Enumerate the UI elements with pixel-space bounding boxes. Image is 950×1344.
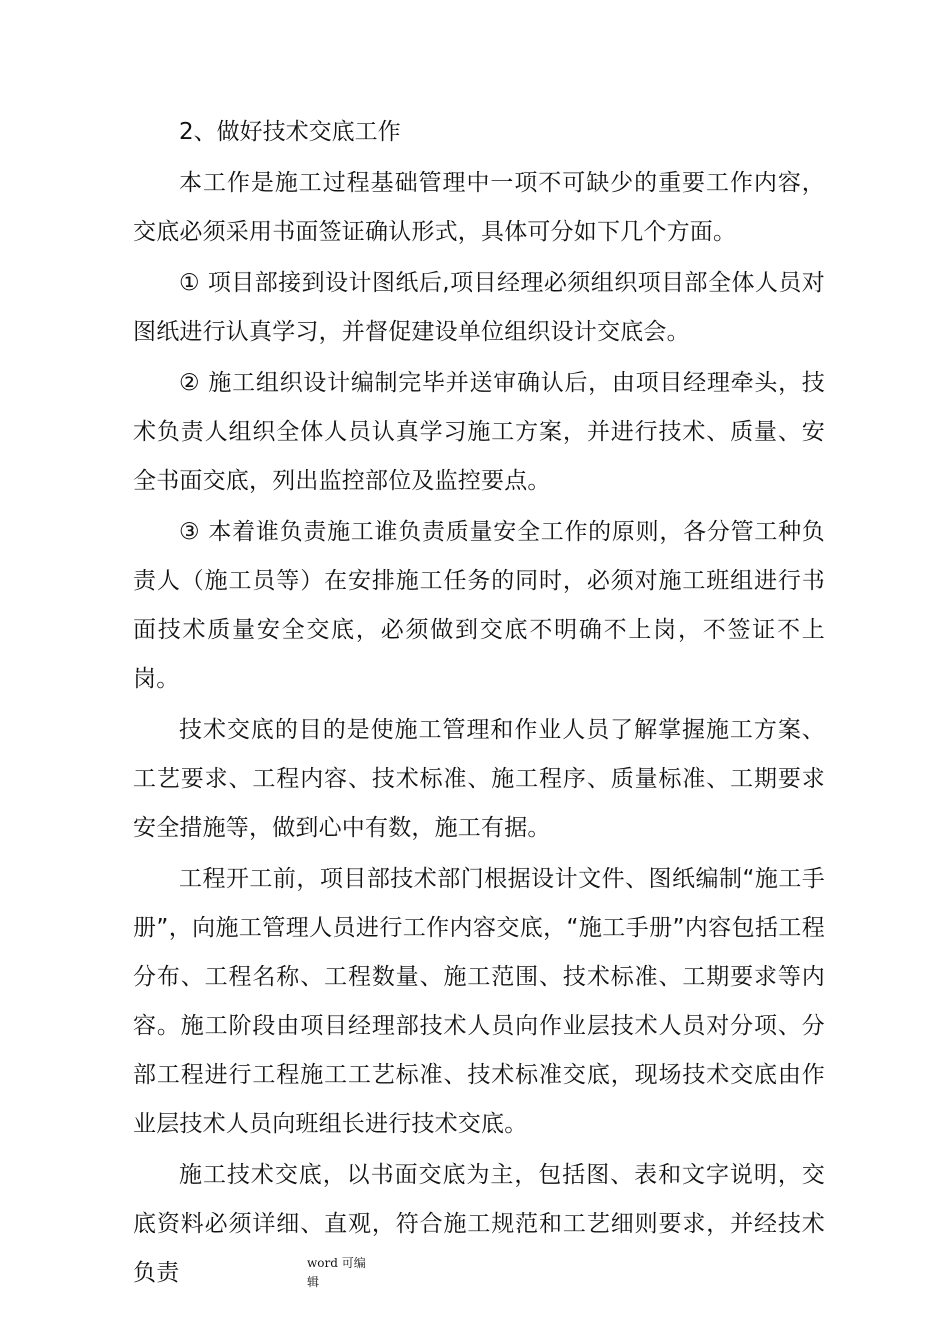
paragraph-item-1: ① 项目部接到设计图纸后,项目经理必须组织项目部全体人员对图纸进行认真学习，并督促建设单位组织设计交底会。 [133, 270, 825, 345]
section-heading: 2、做好技术交底工作 [179, 119, 401, 145]
footer-note: word 可编辑 [307, 1256, 366, 1289]
document-body [133, 108, 825, 1300]
paragraph-item-2: ② 施工组织设计编制完毕并送审确认后，由项目经理牵头，技术负责人组织全体人员认真学习施工方案，并进行技术、质量、安全书面交底，列出监控部位及监控要点。 [133, 370, 825, 494]
paragraph-manual: 工程开工前，项目部技术部门根据设计文件、图纸编制“施工手册”，向施工管理人员进行工作内容交底，“施工手册”内容包括工程分布、工程名称、工程数量、施工范围、技术标准、工期要求等内容。施工阶段由项目经理部技术人员向作业层技术人员对分项、分部工程进行工程施工工艺标准、技术标准交底，现场技术交底由作业层技术人员向班组长进行技术交底。 [133, 866, 825, 1137]
paragraph-item-3: ③ 本着谁负责施工谁负责质量安全工作的原则，各分管工种负责人（施工员等）在安排施工任务的同时，必须对施工班组进行书面技术质量安全交底，必须做到交底不明确不上岗，不签证不上岗。 [133, 519, 825, 692]
paragraph-intro: 本工作是施工过程基础管理中一项不可缺少的重要工作内容，交底必须采用书面签证确认形式，具体可分如下几个方面。 [133, 170, 825, 245]
paragraph-purpose: 技术交底的目的是使施工管理和作业人员了解掌握施工方案、工艺要求、工程内容、技术标准、施工程序、质量标准、工期要求安全措施等，做到心中有数，施工有据。 [133, 717, 825, 841]
paragraph-written-disclosure: 施工技术交底，以书面交底为主，包括图、表和文字说明，交底资料必须详细、直观，符合施工规范和工艺细则要求，并经技术负责 [133, 1162, 825, 1286]
